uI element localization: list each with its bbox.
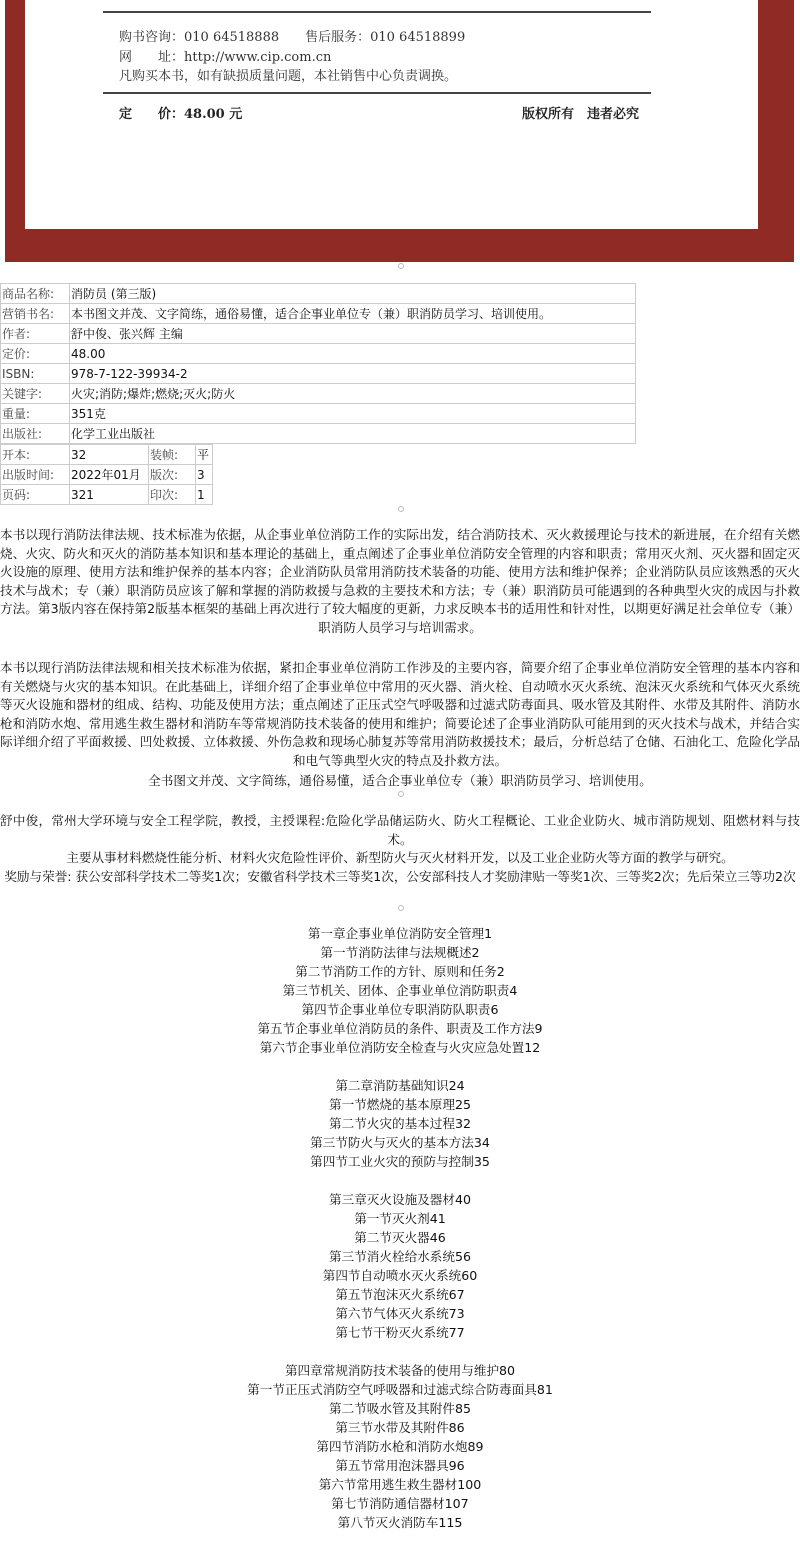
info-row: [1, 424, 636, 444]
summary-closing: 全书图文并茂、文字简练，通俗易懂，适合企事业单位专（兼）职消防员学习、培训使用。: [148, 773, 652, 788]
toc-section: 第六节气体灭火系统73: [335, 1306, 465, 1321]
info-label: 出版社:: [1, 424, 70, 444]
spec-label: 版次:: [149, 465, 196, 485]
toc-section: 第八节灭火消防车115: [337, 1515, 463, 1530]
spec-value: 3: [196, 465, 213, 485]
toc-section: 第二节火灾的基本过程32: [329, 1116, 471, 1131]
info-row: [1, 384, 636, 404]
info-value: 351克: [70, 404, 636, 424]
author-awards: 奖励与荣誉: 获公安部科学技术二等奖1次；安徽省科学技术三等奖1次，公安部科技人才奖励津贴一等奖1次、三等奖2次；先后荣立三等功2次: [4, 869, 796, 884]
toc-section: 第三节机关、团体、企事业单位消防职责4: [282, 983, 518, 998]
toc-section: 第一节消防法律与法规概述2: [320, 945, 480, 960]
info-row: [1, 324, 636, 344]
info-row: [1, 404, 636, 424]
description-paragraph: 本书以现行消防法律法规、技术标准为依据，从企事业单位消防工作的实际出发，结合消防技术、灭火救援理论与技术的新进展，在介绍有关燃烧、火灾、防火和灭火的消防基本知识和基本理论的基础上，重点阐述了企事业单位消防安全管理的内容和职责；常用灭火剂、灭火器和固定灭火设施的原理、使用方法和维护保养的基本内容；企业消防队员常用消防技术装备的功能、使用方法和维护保养；企业消防队员应该熟悉的灭火技术与战术；专（兼）职消防员应该了解和掌握的消防救援与急救的主要技术和方法；专（兼）职消防员可能遇到的各种典型火灾的成因与扑救方法。第3版内容在保持第2版基本框架的基础上再次进行了较大幅度的更新，力求反映本书的适用性和针对性，以期更好满足社会单位专（兼）职消防人员学习与培训需求。: [0, 527, 800, 635]
spec-row: [1, 445, 213, 465]
product-spec-table: [0, 444, 213, 505]
cip-bottom-rule: [103, 92, 651, 94]
info-label: 关键字:: [1, 384, 70, 404]
info-row: [1, 304, 636, 324]
spec-label: 印次:: [149, 485, 196, 505]
cip-website: 网 址：http://www.cip.com.cn: [119, 50, 332, 65]
author-bio: 舒中俊，常州大学环境与安全工程学院，教授，主授课程:危险化学品储运防火、防火工程概论、工业企业防火、城市消防规划、阻燃材料与技术。: [0, 813, 800, 847]
product-info-table: [0, 283, 636, 444]
toc-section: 第七节干粉灭火系统77: [335, 1325, 465, 1340]
separator-dot: [398, 506, 404, 512]
info-value: 化学工业出版社: [70, 424, 636, 444]
spec-value: 2022年01月: [70, 465, 149, 485]
separator-dot: [398, 791, 404, 797]
spec-label: 开本:: [1, 445, 70, 465]
info-label: 定价:: [1, 344, 70, 364]
spec-value: 1: [196, 485, 213, 505]
toc-gap: [0, 1342, 800, 1361]
spec-value: 321: [70, 485, 149, 505]
cip-top-rule: [103, 11, 651, 13]
toc-chapter: 第三章灭火设施及器材40: [329, 1192, 471, 1207]
toc-chapter: 第二章消防基础知识24: [335, 1078, 465, 1093]
cip-rights: 版权所有 违者必究: [521, 107, 639, 122]
spec-label: 出版时间:: [1, 465, 70, 485]
separator-dot: [398, 263, 404, 269]
toc-section: 第四节企事业单位专职消防队职责6: [301, 1002, 499, 1017]
author-research: 主要从事材料燃烧性能分析、材料火灾危险性评价、新型防火与灭火材料开发，以及工业企业防火等方面的教学与研究。: [66, 850, 734, 865]
spec-value: 32: [70, 445, 149, 465]
toc-section: 第二节吸水管及其附件85: [329, 1401, 471, 1416]
info-label: 营销书名:: [1, 304, 70, 324]
toc-gap: [0, 1171, 800, 1190]
spec-row: [1, 465, 213, 485]
table-of-contents: [0, 924, 800, 1532]
info-value: 火灾;消防;爆炸;燃烧;灭火;防火: [70, 384, 636, 404]
toc-section: 第二节消防工作的方针、原则和任务2: [295, 964, 505, 979]
info-row: [1, 344, 636, 364]
cip-price: 定 价：48.00 元: [119, 107, 243, 122]
spec-value: 平: [196, 445, 213, 465]
info-label: 重量:: [1, 404, 70, 424]
toc-section: 第五节企事业单位消防员的条件、职责及工作方法9: [257, 1021, 543, 1036]
toc-section: 第三节水带及其附件86: [335, 1420, 465, 1435]
cip-contact: 购书咨询：010 64518888 售后服务：010 64518899: [119, 30, 466, 45]
toc-section: 第四节消防水枪和消防水炮89: [316, 1439, 484, 1454]
toc-section: 第三节消火栓给水系统56: [329, 1249, 471, 1264]
info-value: 48.00: [70, 344, 636, 364]
spec-row: [1, 485, 213, 505]
toc-chapter: 第一章企事业单位消防安全管理1: [307, 926, 493, 941]
info-value: 978-7-122-39934-2: [70, 364, 636, 384]
toc-section: 第五节常用泡沫器具96: [335, 1458, 465, 1473]
toc-section: 第三节防火与灭火的基本方法34: [310, 1135, 490, 1150]
info-label: 作者:: [1, 324, 70, 344]
spec-label: 页码:: [1, 485, 70, 505]
info-label: ISBN:: [1, 364, 70, 384]
toc-section: 第二节灭火器46: [354, 1230, 446, 1245]
toc-chapter: 第四章常规消防技术装备的使用与维护80: [284, 1363, 516, 1378]
cip-price-row: [119, 103, 639, 122]
info-value: 舒中俊、张兴辉 主编: [70, 324, 636, 344]
summary-paragraph: 本书以现行消防法律法规和相关技术标准为依据，紧扣企事业单位消防工作涉及的主要内容，简要介绍了企事业单位消防安全管理的基本内容和有关燃烧与火灾的基本知识。在此基础上，详细介绍了企事业单位中常用的灭火器、消火栓、自动喷水灭火系统、泡沫灭火系统和气体灭火系统等灭火设施和器材的组成、结构、功能及使用方法；重点阐述了正压式空气呼吸器和过滤式防毒面具、吸水管及其附件、水带及其附件、消防水枪和消防水炮、常用逃生救生器材和消防车等常规消防技术装备的使用和维护；简要论述了企事业消防队可能用到的灭火技术与战术，并结合实际详细介绍了平面救援、凹处救援、立体救援、外伤急救和现场心肺复苏等常用消防救援技术；最后，分析总结了仓储、石油化工、危险化学品和电气等典型火灾的特点及扑救方法。: [0, 660, 800, 768]
toc-section: 第一节正压式消防空气呼吸器和过滤式综合防毒面具81: [247, 1382, 553, 1397]
toc-gap: [0, 1057, 800, 1076]
toc-section: 第五节泡沫灭火系统67: [335, 1287, 465, 1302]
spec-label: 装帧:: [149, 445, 196, 465]
toc-section: 第七节消防通信器材107: [331, 1496, 469, 1511]
toc-section: 第一节灭火剂41: [354, 1211, 446, 1226]
info-row: [1, 364, 636, 384]
info-row: [1, 284, 636, 304]
info-value: 消防员 (第三版): [70, 284, 636, 304]
info-value: 本书图文并茂、文字简练，通俗易懂，适合企事业单位专（兼）职消防员学习、培训使用。: [70, 304, 636, 324]
cip-notice: 凡购买本书，如有缺损质量问题，本社销售中心负责调换。: [119, 69, 458, 84]
separator-dot: [398, 905, 404, 911]
info-label: 商品名称:: [1, 284, 70, 304]
toc-section: 第六节常用逃生救生器材100: [318, 1477, 482, 1492]
toc-section: 第六节企事业单位消防安全检查与火灾应急处置12: [259, 1040, 541, 1055]
toc-section: 第四节工业火灾的预防与控制35: [310, 1154, 490, 1169]
toc-section: 第一节燃烧的基本原理25: [329, 1097, 471, 1112]
toc-section: 第四节自动喷水灭火系统60: [322, 1268, 478, 1283]
